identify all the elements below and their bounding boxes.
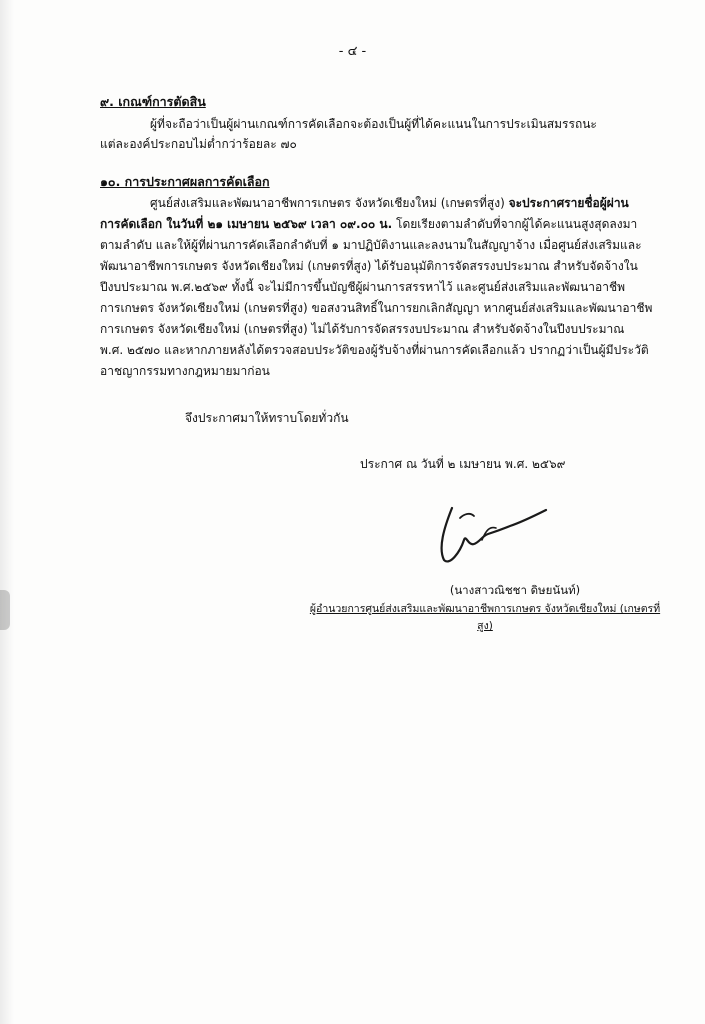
section-10-line: อาชญากรรมทางกฎหมายมาก่อน (100, 364, 270, 378)
scan-edge-shadow (0, 0, 14, 1024)
handwritten-signature (430, 500, 550, 570)
signatory-title: ผู้อำนวยการศูนย์ส่งเสริมและพัฒนาอาชีพการเกษตร จังหวัดเชียงใหม่ (เกษตรที่สูง) (309, 603, 661, 632)
section-9-heading: ๙. เกณฑ์การตัดสิน (100, 94, 206, 109)
section-10-line: ปีงบประมาณ พ.ศ.๒๕๖๙ ทั้งนี้ จะไม่มีการขึ้นบัญชีผู้ผ่านการสรรหาไว้ และศูนย์ส่งเสริมและพัฒนาอาชีพ (100, 280, 626, 294)
section-10-line: การเกษตร จังหวัดเชียงใหม่ (เกษตรที่สูง) ขอสงวนสิทธิ์ในการยกเลิกสัญญา หากศูนย์ส่งเสริมและพัฒนาอาชีพ (100, 301, 653, 315)
page-number: - ๔ - (338, 44, 367, 59)
signatory-name: (นางสาวณิชชา ดิษยนันท์) (449, 583, 581, 597)
scan-mark (0, 590, 10, 630)
section-10-line (100, 214, 637, 234)
section-10-line: พ.ศ. ๒๕๗๐ และหากภายหลังได้ตรวจสอบประวัติของผู้รับจ้างที่ผ่านการคัดเลือกแล้ว ปรากฏว่าเป็นผู้มีประวัติ (100, 343, 649, 357)
section-10-line (150, 193, 629, 213)
section-9-line: ผู้ที่จะถือว่าเป็นผู้ผ่านเกณฑ์การคัดเลือกจะต้องเป็นผู้ที่ได้คะแนนในการประเมินสมรรถนะ (150, 117, 597, 131)
section-10-bold-text: การคัดเลือก ในวันที่ ๒๑ เมษายน ๒๕๖๙ เวลา ๐๙.๐๐ น. (100, 217, 393, 231)
section-10-text: ศูนย์ส่งเสริมและพัฒนาอาชีพการเกษตร จังหวัดเชียงใหม่ (เกษตรที่สูง) (150, 196, 509, 210)
section-10-bold-text: จะประกาศรายชื่อผู้ผ่าน (508, 196, 629, 210)
section-10-line: พัฒนาอาชีพการเกษตร จังหวัดเชียงใหม่ (เกษตรที่สูง) ได้รับอนุมัติการจัดสรรงบประมาณ สำหรับจัดจ้างใน (100, 259, 638, 273)
section-10-heading: ๑๐. การประกาศผลการคัดเลือก (100, 174, 270, 189)
section-10-line: การเกษตร จังหวัดเชียงใหม่ (เกษตรที่สูง) ไม่ได้รับการจัดสรรงบประมาณ สำหรับจัดจ้างในปีงบประมาณ (100, 322, 625, 336)
closing-statement: จึงประกาศมาให้ทราบโดยทั่วกัน (185, 411, 349, 425)
announcement-date: ประกาศ ณ วันที่ ๒ เมษายน พ.ศ. ๒๕๖๙ (360, 457, 566, 471)
section-10-line: ตามลำดับ และให้ผู้ที่ผ่านการคัดเลือกลำดับที่ ๑ มาปฏิบัติงานและลงนามในสัญญาจ้าง เมื่อศูนย์ส่งเสริมและ (100, 238, 642, 252)
section-10-text: โดยเรียงตามลำดับที่จากผู้ได้คะแนนสูงสุดลงมา (392, 217, 638, 231)
section-9-line: แต่ละองค์ประกอบไม่ต่ำกว่าร้อยละ ๗๐ (100, 137, 297, 151)
